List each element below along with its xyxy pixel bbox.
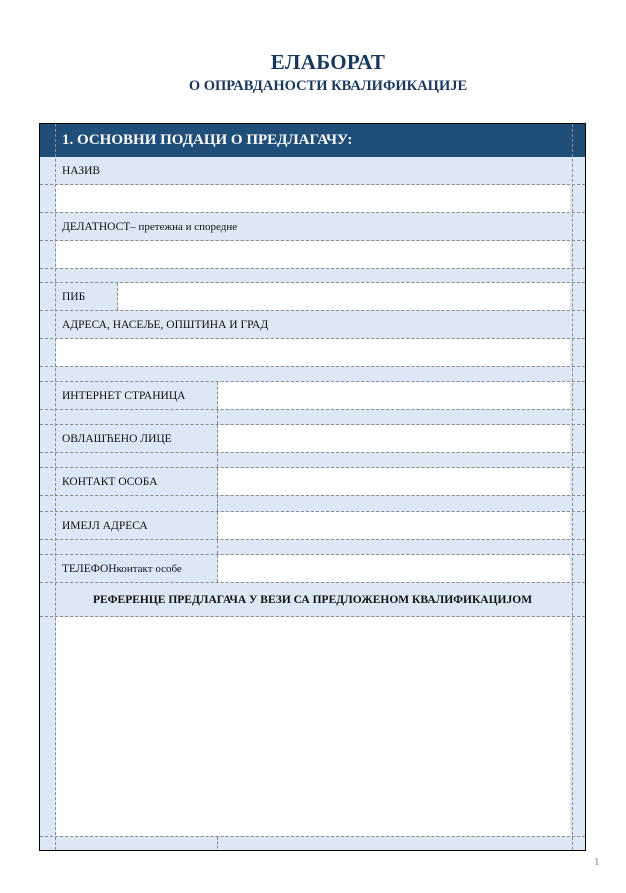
ovlasceno-lice-label: ОВЛАШЋЕНО ЛИЦЕ <box>62 432 172 445</box>
pib-divider <box>117 283 118 310</box>
document-title: ЕЛАБОРАТ <box>270 50 386 74</box>
spacer-row <box>40 410 585 425</box>
spacer-row <box>40 269 585 283</box>
spacer-row <box>40 367 585 382</box>
ovlasceno-lice-row <box>40 425 585 453</box>
delatnost-input-row <box>40 241 585 269</box>
kontakt-osoba-input[interactable] <box>218 468 570 495</box>
references-heading: РЕФЕРЕНЦЕ ПРЕДЛАГАЧА У ВЕЗИ СА ПРЕДЛОЖЕНОМ КВАЛИФИКАЦИЈОМ <box>92 593 533 606</box>
telefon-label <box>62 555 182 582</box>
kontakt-osoba-row <box>40 468 585 496</box>
bottom-divider <box>217 837 218 851</box>
internet-input[interactable] <box>218 382 570 409</box>
telefon-label-suffix: контакт особе <box>116 562 182 575</box>
naziv-input-row <box>40 185 585 213</box>
references-heading-row <box>40 583 585 617</box>
naziv-input[interactable] <box>56 185 570 212</box>
email-label: ИМЕЈЛ АДРЕСА <box>62 519 148 532</box>
telefon-label-main: ТЕЛЕФОН <box>62 562 117 575</box>
pib-label: ПИБ <box>62 290 86 303</box>
email-row <box>40 512 585 540</box>
telefon-divider <box>217 555 218 582</box>
document-subtitle: О ОПРАВДАНОСТИ КВАЛИФИКАЦИЈЕ <box>188 78 468 94</box>
spacer-divider <box>217 540 218 554</box>
naziv-label: НАЗИВ <box>62 164 101 177</box>
adresa-label: АДРЕСА, НАСЕЉЕ, ОПШТИНА И ГРАД <box>62 318 269 331</box>
spacer-divider <box>217 410 218 424</box>
internet-row <box>40 382 585 410</box>
delatnost-label-row <box>40 213 585 241</box>
page-number: 1 <box>594 856 600 868</box>
email-divider <box>217 512 218 539</box>
spacer-row <box>40 540 585 555</box>
kontakt-osoba-label: КОНТАКТ ОСОБА <box>62 475 158 488</box>
delatnost-label-main: ДЕЛАТНОСТ <box>62 220 131 233</box>
pib-row <box>40 283 585 311</box>
references-input-row <box>40 617 585 837</box>
ovlasceno-lice-input[interactable] <box>218 425 570 452</box>
naziv-label-row <box>40 157 585 185</box>
internet-divider <box>217 382 218 409</box>
section-heading: 1. ОСНОВНИ ПОДАЦИ О ПРЕДЛАГАЧУ: <box>62 132 353 148</box>
bottom-strip-row <box>40 837 585 851</box>
left-gutter-line <box>55 124 56 850</box>
right-gutter-line <box>572 124 573 850</box>
delatnost-input[interactable] <box>56 241 570 268</box>
delatnost-label-suffix: – претежна и споредне <box>130 220 238 233</box>
references-textarea[interactable] <box>56 617 570 836</box>
spacer-divider <box>217 453 218 467</box>
spacer-row <box>40 496 585 512</box>
adresa-input-row <box>40 339 585 367</box>
pib-input[interactable] <box>118 283 570 310</box>
internet-label: ИНТЕРНЕТ СТРАНИЦА <box>62 389 186 402</box>
telefon-input[interactable] <box>218 555 570 582</box>
email-input[interactable] <box>218 512 570 539</box>
spacer-row <box>40 453 585 468</box>
section-header-row <box>40 124 585 157</box>
delatnost-label <box>62 213 237 240</box>
adresa-input[interactable] <box>56 339 570 366</box>
ovlasceno-lice-divider <box>217 425 218 452</box>
spacer-divider <box>217 496 218 511</box>
kontakt-osoba-divider <box>217 468 218 495</box>
proposer-data-table <box>39 123 586 851</box>
telefon-row <box>40 555 585 583</box>
adresa-label-row <box>40 311 585 339</box>
